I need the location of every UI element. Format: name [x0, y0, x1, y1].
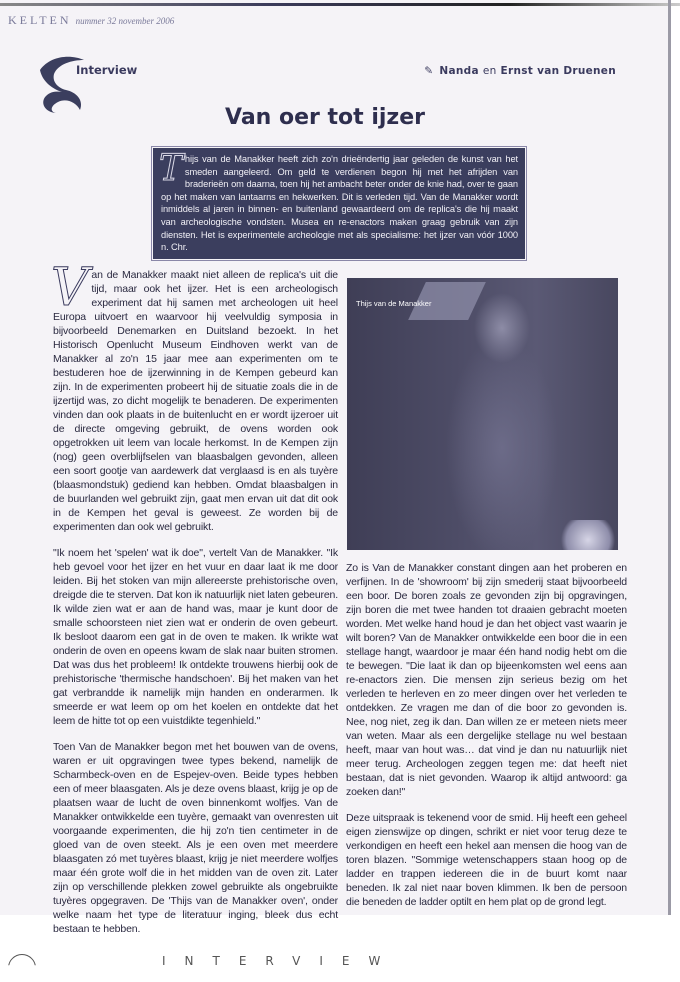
- pen-icon: ✎: [424, 65, 434, 77]
- right-column: [346, 561, 627, 921]
- intro-drop-cap: T: [159, 148, 183, 189]
- masthead: [8, 13, 174, 28]
- paragraph-text: an de Manakker maakt niet alleen de replica's uit die tijd, maar ook het ijzer. Het is een archeologisch experiment dat hij samen met archeologen uit heel Europa uitvoert en waarvoor hij veelvuldig symposia in bijvoorbeeld Denemarken en Duitsland bezoekt. In het Historisch Openlucht Museum Eindhoven werkt van de Manakker al zo'n 15 jaar mee aan experimenten om te bestuderen hoe de ijzerwinning in de Kempen gebeurd kan zijn. In de experimenten probeert hij de situatie zoals die in de ijzertijd was, zo dicht mogelijk te benaderen. De experimenten vinden dan ook plaats in de buitenlucht en er wordt ijzeroer uit de directe omgeving gebruikt, de ovens worden ook opgetrokken uit leem van locale herkomst. In de Kempen zijn (nog) geen overblijfselen van blaasbalgen gevonden, alleen een soort gootje van aardewerk dat verglaasd is en als tuyère (blaasmondstuk) gediend kan hebben. Omdat blaasbalgen in de buurlanden wel gebruikt zijn, gaat men ervan uit dat dit ook in de Kempen het geval is geweest. Ze worden bij de experimenten dan ook wel gebruikt.: [53, 269, 338, 533]
- page-edge: [668, 0, 671, 915]
- intro-box: [153, 148, 525, 259]
- photo-detail: [558, 520, 618, 550]
- author-2: Ernst van Druenen: [500, 65, 616, 77]
- section-label: Interview: [76, 63, 138, 77]
- top-rule: [0, 3, 680, 6]
- running-footer: INTERVIEW: [162, 954, 400, 968]
- byline: [424, 65, 616, 77]
- left-column: [51, 258, 338, 948]
- paragraph: Deze uitspraak is tekenend voor de smid. Hij heeft een geheel eigen zienswijze op dingen, schrikt er niet voor terug deze te verkondigen en heeft een hekel aan mensen die hoog van de toren blazen. "Sommige wetenschappers staan hoog op de ladder en trappen iedereen die in de buurt komt naar beneden. Ik zal niet naar boven klimmen. Ik ben de persoon die beneden de ladder optilt en hem plat op de grond legt.: [346, 812, 627, 908]
- author-1: Nanda: [439, 65, 479, 77]
- article-title: Van oer tot ijzer: [225, 105, 425, 130]
- byline-conjunction: en: [482, 65, 497, 77]
- issue-info: nummer 32 november 2006: [75, 16, 175, 26]
- page-number-circle: [8, 954, 36, 982]
- paragraph: "Ik noem het 'spelen' wat ik doe", vertelt Van de Manakker. "Ik heb gevoel voor het ijzer en het vuur en daar laat ik me door leiden. Bij het stoken van mijn allereerste prehistorische oven, dreigde die te sterven. Dat kon ik natuurlijk niet laten gebeuren. Ik wilde zien wat er aan de hand was, maar je kunt door de smalle schoorsteen niet zien wat er onderin de oven gebeurt. Ik besloot daarom een gat in de oven te maken. Ik wrikte wat onderin de oven en opeens kwam de slak naar buiten stromen. Dat was dus het probleem! Ik ontdekte trouwens hierbij ook de prehistorische 'thermische handschoen'. Bij het maken van het gat verbrandde ik namelijk mijn handen en onderarmen. Ik smeerde er wat leem op om het koelen en ontdekte dat het leem de hitte tot op een vuistdikte tegenhield.": [53, 547, 338, 727]
- paragraph: [51, 258, 338, 534]
- magazine-name: KELTEN: [8, 13, 72, 27]
- drop-cap: V: [51, 258, 89, 318]
- photo-caption: Thijs van de Manakker: [356, 299, 432, 308]
- portrait-photo: [347, 278, 618, 550]
- paragraph: Zo is Van de Manakker constant dingen aan het proberen en verfijnen. In de 'showroom' bij zijn smederij staat bijvoorbeeld een boor. De boren zoals ze gevonden zijn bij opgravingen, zijn boren die met twee handen tot draaien gebracht moeten worden. Met welke hand houd je dan het object vast waarin je wilt boren? Van de Manakker ontwikkelde een boor die in een stellage hangt, waardoor je maar één hand nodig hebt om die te bewegen. "Die laat ik dan op bijeenkomsten wel eens aan re-enactors zien. Die mensen zijn serieus bezig om het verleden te herleven en zo meer dingen over het verleden te ontdekken. Ze vragen me dan of die boor zo gevonden is. Nee, nog niet, zeg ik dan. Dan willen ze er meteen niets meer van weten. Maar als een dergelijke stellage nu wel bestaan heeft, maar van hout was… dat vind je dan nu natuurlijk niet meer terug. Archeologen zeggen tegen me: dat heeft niet bestaan, dat is niet gevonden. Waarop ik altijd antwoord: ga zoeken dan!": [346, 562, 627, 798]
- intro-text: hijs van de Manakker heeft zich zo'n drieëndertig jaar geleden de kunst van het smeden aangeleerd. Om geld te verdienen begon hij met het afrijden van braderieën om daarna, toen hij het ambacht beter onder de knie had, over te gaan op het maken van lantaarns en hekwerken. Dit is verleden tijd. Van de Manakker wordt inmiddels al jaren in binnen- en buitenland gewaardeerd om de replica's die hij maakt van archeologische vondsten. Musea en re-enactors maken graag gebruik van zijn diensten. Het is experimentele archeologie met als specialisme: het ijzer van vóór 1000 n. Chr.: [161, 154, 518, 253]
- paragraph: Toen Van de Manakker begon met het bouwen van de ovens, waren er uit opgravingen twee types bekend, namelijk de Scharmbeck-oven en de Espejev-oven. Beide types hebben een of meer blaasgaten. Als je deze ovens blaast, krijg je op de plaatsen waar de lucht de oven binnenkomt wolfjes. Van de Manakker ontwikkelde een tuyère, gemaakt van ovenresten uit voorgaande experimenten, die hij zo'n tien centimeter in de gloed van de oven steekt. Als je een oven met meerdere blaasgaten zó met tuyères blaast, krijg je niet meerdere wolfjes maar één grote wolf die in het midden van de oven zit. Later zijn op verschillende plekken zowel gebruikte als ongebruikte tuyères opgegraven. De 'Thijs van de Manakker oven', onder welke naam het type de literatuur inging, bleek dus echt bestaan te hebben.: [53, 741, 338, 935]
